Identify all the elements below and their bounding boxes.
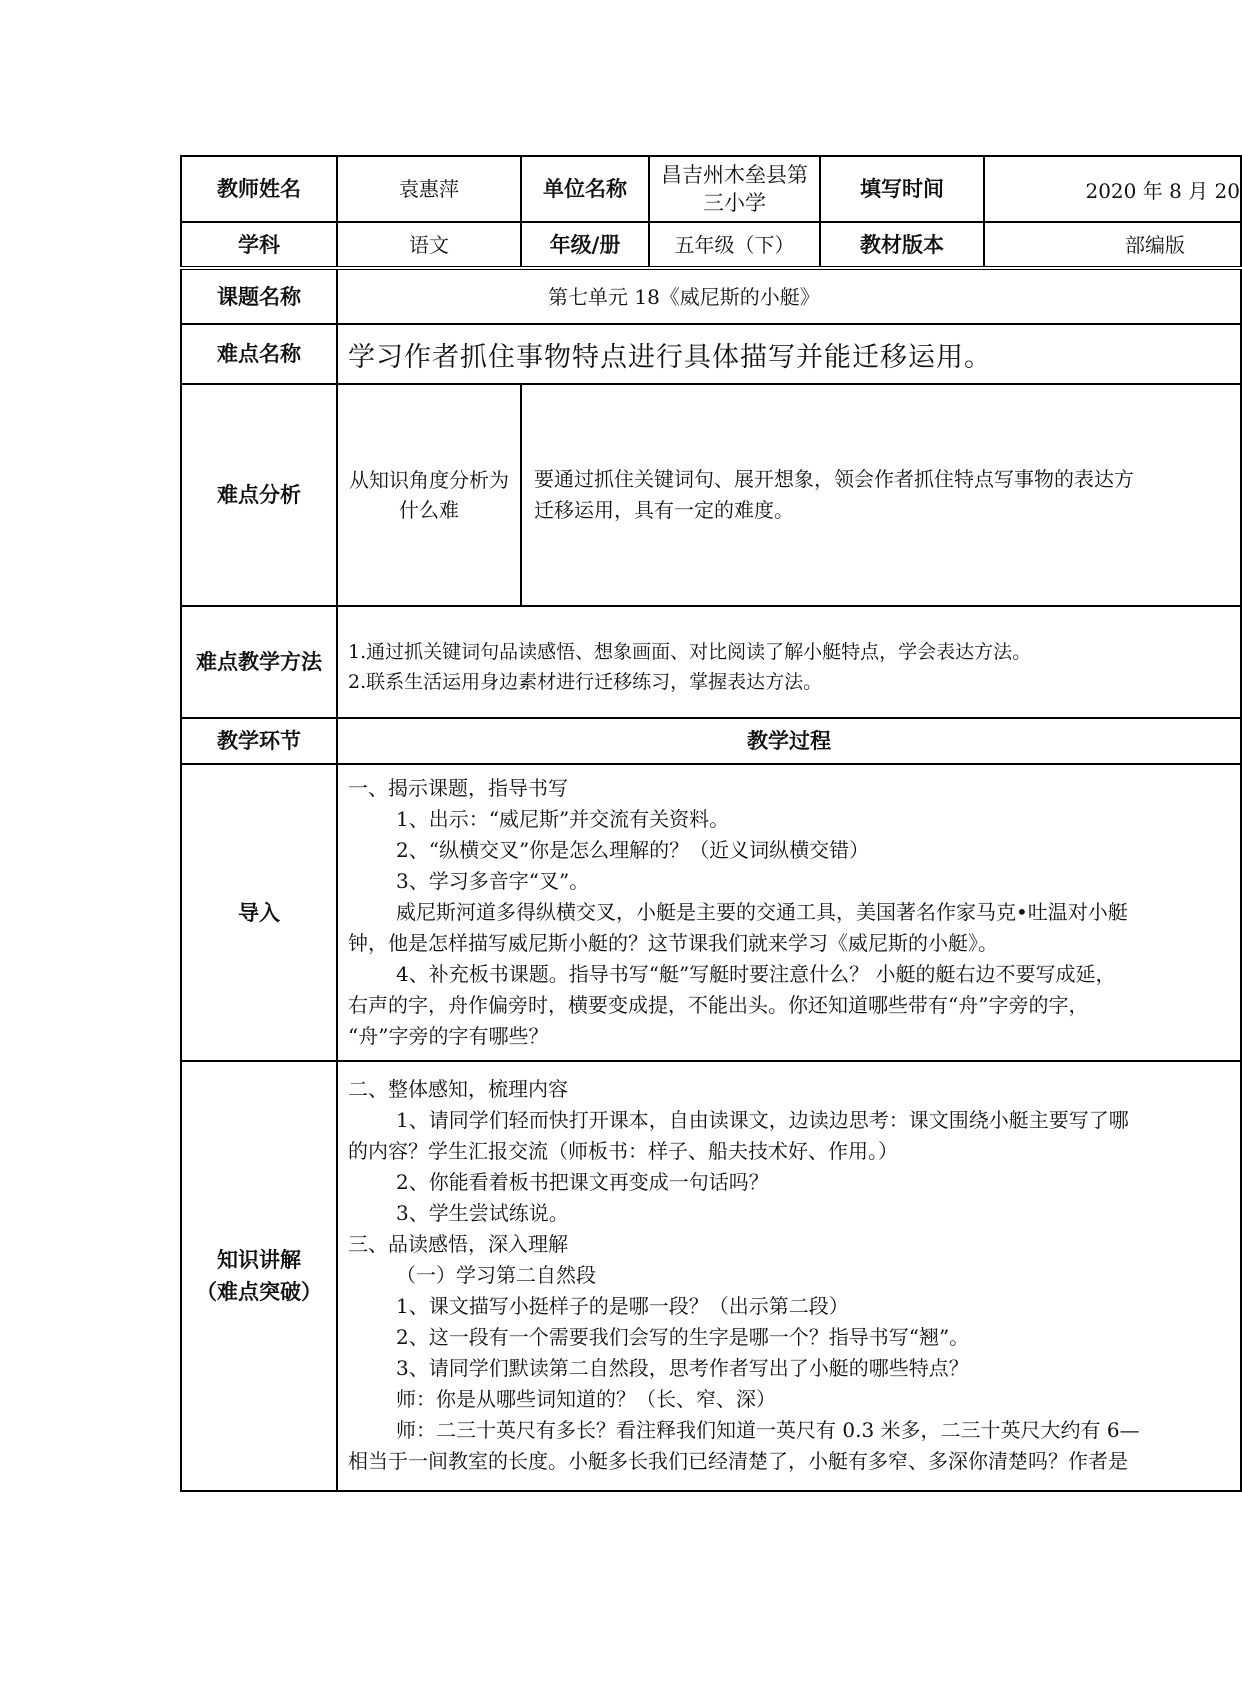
subject-label: 学科 xyxy=(181,222,337,268)
knowledge-line: 二、整体感知，梳理内容 xyxy=(348,1077,568,1101)
intro-row xyxy=(181,764,1241,1061)
intro-line: 4、补充板书课题。指导书写“艇”写艇时要注意什么？ 小艇的艇右边不要写成延， xyxy=(396,962,1116,986)
edition-label: 教材版本 xyxy=(820,222,984,268)
intro-line: 右声的字，舟作偏旁时，横要变成提，不能出头。你还知道哪些带有“舟”字旁的字， xyxy=(348,993,1089,1017)
knowledge-line: 相当于一间教室的长度。小艇多长我们已经清楚了，小艇有多窄、多深你清楚吗？作者是 xyxy=(348,1449,1128,1473)
knowledge-line: 1、请同学们轻而快打开课本，自由读课文，边读边思考：课文围绕小艇主要写了哪 xyxy=(396,1108,1129,1132)
lesson-plan-sheet xyxy=(180,155,1240,1529)
knowledge-line: 的内容？学生汇报交流（师板书：样子、船夫技术好、作用。） xyxy=(348,1139,898,1163)
lesson-plan-table xyxy=(180,155,1242,1492)
intro-line: 2、“纵横交叉”你是怎么理解的？（近义词纵横交错） xyxy=(396,838,870,862)
knowledge-line: 师：你是从哪些词知道的？（长、窄、深） xyxy=(396,1387,776,1411)
date-value: 2020 年 8 月 20 xyxy=(984,156,1241,222)
intro-line: 威尼斯河道多得纵横交叉，小艇是主要的交通工具，美国著名作家马克•吐温对小艇 xyxy=(396,900,1128,924)
intro-label: 导入 xyxy=(181,764,337,1061)
analysis-line: 迁移运用，具有一定的难度。 xyxy=(534,498,794,522)
analysis-line: 要通过抓住关键词句、展开想象，领会作者抓住特点写事物的表达方 xyxy=(534,467,1134,491)
method-row xyxy=(181,606,1241,718)
knowledge-line: 3、学生尝试练说。 xyxy=(396,1201,569,1225)
knowledge-label xyxy=(181,1061,337,1491)
knowledge-label-line-1: 知识讲解 xyxy=(217,1248,301,1272)
intro-line: 钟，他是怎样描写威尼斯小艇的？这节课我们就来学习《威尼斯的小艇》。 xyxy=(348,931,998,955)
method-label: 难点教学方法 xyxy=(181,606,337,718)
knowledge-line: 三、品读感悟，深入理解 xyxy=(348,1232,568,1256)
difficulty-value: 学习作者抓住事物特点进行具体描写并能迁移运用。 xyxy=(337,324,1241,384)
knowledge-line: 师：二三十英尺有多长？看注释我们知道一英尺有 0.3 米多，二三十英尺大约有 6— xyxy=(396,1418,1140,1442)
method-line: 2.联系生活运用身边素材进行迁移练习，掌握表达方法。 xyxy=(348,671,823,693)
analysis-label: 难点分析 xyxy=(181,384,337,606)
topic-value: 第七单元 18《威尼斯的小艇》 xyxy=(337,268,1241,324)
knowledge-line: 1、课文描写小挺样子的是哪一段？（出示第二段） xyxy=(396,1294,849,1318)
intro-text xyxy=(337,764,1241,1061)
knowledge-line: 3、请同学们默读第二自然段，思考作者写出了小艇的哪些特点？ xyxy=(396,1356,969,1380)
knowledge-line: 2、这一段有一个需要我们会写的生字是哪一个？指导书写“翘”。 xyxy=(396,1325,970,1349)
knowledge-label-line-2: （难点突破） xyxy=(196,1280,322,1304)
difficulty-row xyxy=(181,324,1241,384)
method-text xyxy=(337,606,1241,718)
process-stage-label: 教学环节 xyxy=(181,718,337,764)
intro-line: “舟”字旁的字有哪些？ xyxy=(348,1024,549,1048)
knowledge-row xyxy=(181,1061,1241,1491)
grade-value: 五年级（下） xyxy=(649,222,820,268)
unit-name-value: 昌吉州木垒县第三小学 xyxy=(649,156,820,222)
header-row-2 xyxy=(181,222,1241,268)
knowledge-line: 2、你能看着板书把课文再变成一句话吗？ xyxy=(396,1170,769,1194)
process-content-label: 教学过程 xyxy=(337,718,1241,764)
header-row-1 xyxy=(181,156,1241,222)
intro-line: 一、揭示课题，指导书写 xyxy=(348,776,568,800)
analysis-row xyxy=(181,384,1241,606)
intro-line: 3、学习多音字“叉”。 xyxy=(396,869,590,893)
date-label: 填写时间 xyxy=(820,156,984,222)
teacher-name-value: 袁惠萍 xyxy=(337,156,521,222)
topic-row xyxy=(181,268,1241,324)
method-line: 1.通过抓关键词句品读感悟、想象画面、对比阅读了解小艇特点，学会表达方法。 xyxy=(348,641,1032,663)
difficulty-label: 难点名称 xyxy=(181,324,337,384)
process-header-row xyxy=(181,718,1241,764)
teacher-name-label: 教师姓名 xyxy=(181,156,337,222)
grade-label: 年级/册 xyxy=(521,222,649,268)
knowledge-text xyxy=(337,1061,1241,1491)
unit-name-label: 单位名称 xyxy=(521,156,649,222)
knowledge-line: （一）学习第二自然段 xyxy=(396,1263,596,1287)
intro-line: 1、出示：“威尼斯”并交流有关资料。 xyxy=(396,807,730,831)
analysis-text xyxy=(521,384,1241,606)
subject-value: 语文 xyxy=(337,222,521,268)
analysis-sub-label: 从知识角度分析为什么难 xyxy=(337,384,521,606)
topic-label: 课题名称 xyxy=(181,268,337,324)
edition-value: 部编版 xyxy=(984,222,1241,268)
